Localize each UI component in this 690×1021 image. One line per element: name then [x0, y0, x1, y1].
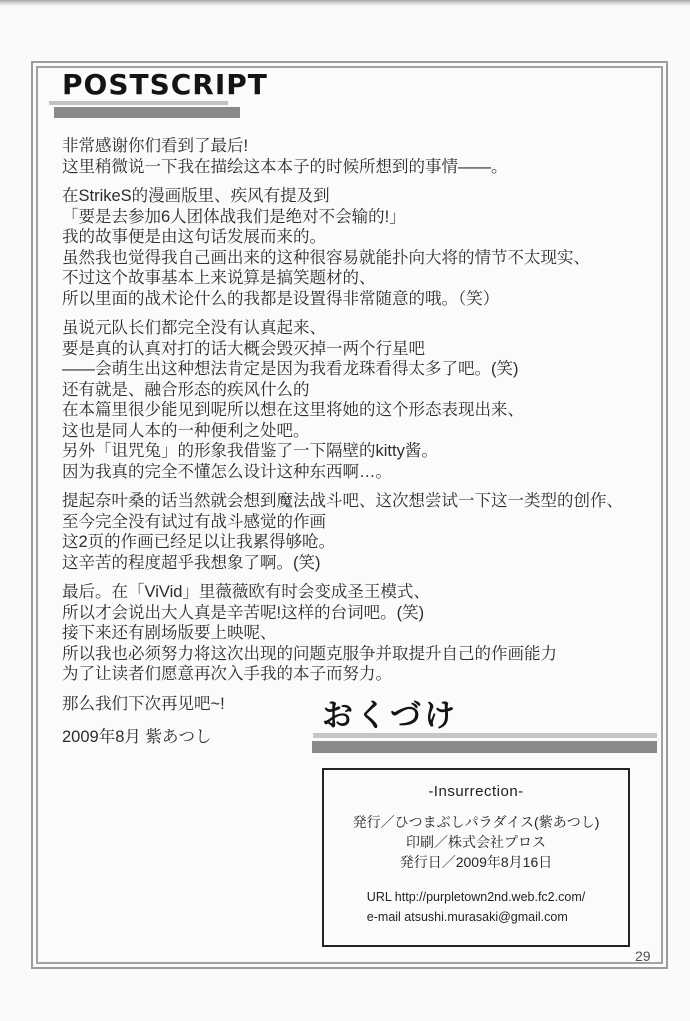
text-line: 在StrikeS的漫画版里、疾风有提及到 — [62, 187, 330, 205]
text-line: 所以才会说出大人真是辛苦呢!这样的台词吧。(笑) — [62, 603, 425, 622]
text-line: 这辛苦的程度超乎我想象了啊。(笑) — [62, 553, 321, 572]
text-line: 还有就是、融合形态的疾风什么的 — [62, 380, 310, 399]
postscript-paragraph-story-origin — [62, 186, 637, 309]
text-line: 所以里面的战术论什么的我都是设置得非常随意的哦。（笑） — [62, 289, 500, 308]
text-line: 虽然我也觉得我自己画出来的这种很容易就能扑向大将的情节不太现实、 — [62, 248, 590, 267]
text-line: 至今完全没有试过有战斗感觉的作画 — [62, 512, 326, 531]
text-line: 我的故事便是由这句话发展而来的。 — [62, 228, 326, 246]
text-line: 为了让读者们愿意再次入手我的本子而努力。 — [62, 665, 392, 683]
postscript-paragraph-captains — [62, 318, 637, 482]
text-line: URL http://purpletown2nd.web.fc2.com/ — [366, 890, 586, 904]
postscript-paragraph-thanks — [62, 136, 637, 177]
text-line: ——会萌生出这种想法肯定是因为我看龙珠看得太多了吧。(笑) — [62, 360, 519, 378]
text-line: 另外「诅咒兔」的形象我借鉴了一下隔壁的kitty酱。 — [62, 442, 438, 460]
text-line: 「要是去参加6人团体战我们是绝对不会输的!」 — [62, 207, 406, 226]
text-line: 那么我们下次再见吧~! — [62, 694, 225, 713]
postscript-paragraph-vivid — [62, 582, 637, 685]
text-line: 这2页的作画已经足以让我累得够呛。 — [62, 533, 336, 551]
text-line: 提起奈叶桑的话当然就会想到魔法战斗吧、这次想尝试一下这一类型的创作、 — [62, 492, 623, 510]
doujin-title: -Insurrection- — [428, 783, 524, 800]
text-line: 印刷／株式会社プロス — [406, 834, 546, 850]
postscript-paragraph-battle-art — [62, 491, 637, 573]
colophon-box — [322, 768, 630, 947]
text-line: 発行日／2009年8月16日 — [399, 854, 553, 870]
postscript-underline-thin — [49, 101, 228, 105]
text-line: 要是真的认真对打的话大概会毁灭掉一两个行星吧 — [62, 339, 425, 358]
postscript-body — [62, 136, 637, 757]
postscript-underline-thick — [54, 107, 240, 118]
postscript-heading: POSTSCRIPT — [62, 68, 268, 101]
text-line: 最后。在「ViVid」里薇薇欧有时会变成圣王模式、 — [62, 583, 430, 601]
text-line: 这里稍微说一下我在描绘这本本子的时候所想到的事情——。 — [62, 157, 508, 176]
colophon-heading: おくづけ — [322, 698, 458, 733]
colophon-underline-thin — [313, 733, 657, 738]
text-line: 2009年8月 紫あつし — [62, 728, 212, 746]
text-line: 所以我也必须努力将这次出现的问题克服争并取提升自己的作画能力 — [62, 644, 557, 663]
text-line: 因为我真的完全不懂怎么设计这种东西啊…。 — [62, 462, 392, 481]
colophon-underline-thick — [312, 741, 657, 753]
text-line: 不过这个故事基本上来说算是搞笑题材的、 — [62, 269, 376, 287]
text-line: 在本篇里很少能见到呢所以想在这里将她的这个形态表现出来、 — [62, 401, 524, 419]
text-line: 这也是同人本的一种便利之处吧。 — [62, 421, 310, 440]
page-number: 29 — [635, 948, 651, 964]
text-line: e-mail atsushi.murasaki@gmail.com — [366, 910, 568, 924]
text-line: 非常感谢你们看到了最后! — [62, 137, 249, 155]
contact-info — [367, 887, 585, 927]
text-line: 接下来还有剧场版要上映呢、 — [62, 624, 277, 642]
text-line: 虽说元队长们都完全没有认真起来、 — [62, 319, 326, 337]
text-line: 発行／ひつまぶしパラダイス(紫あつし) — [352, 814, 600, 830]
scan-edge-shadow — [0, 0, 690, 6]
publication-info — [324, 812, 628, 872]
